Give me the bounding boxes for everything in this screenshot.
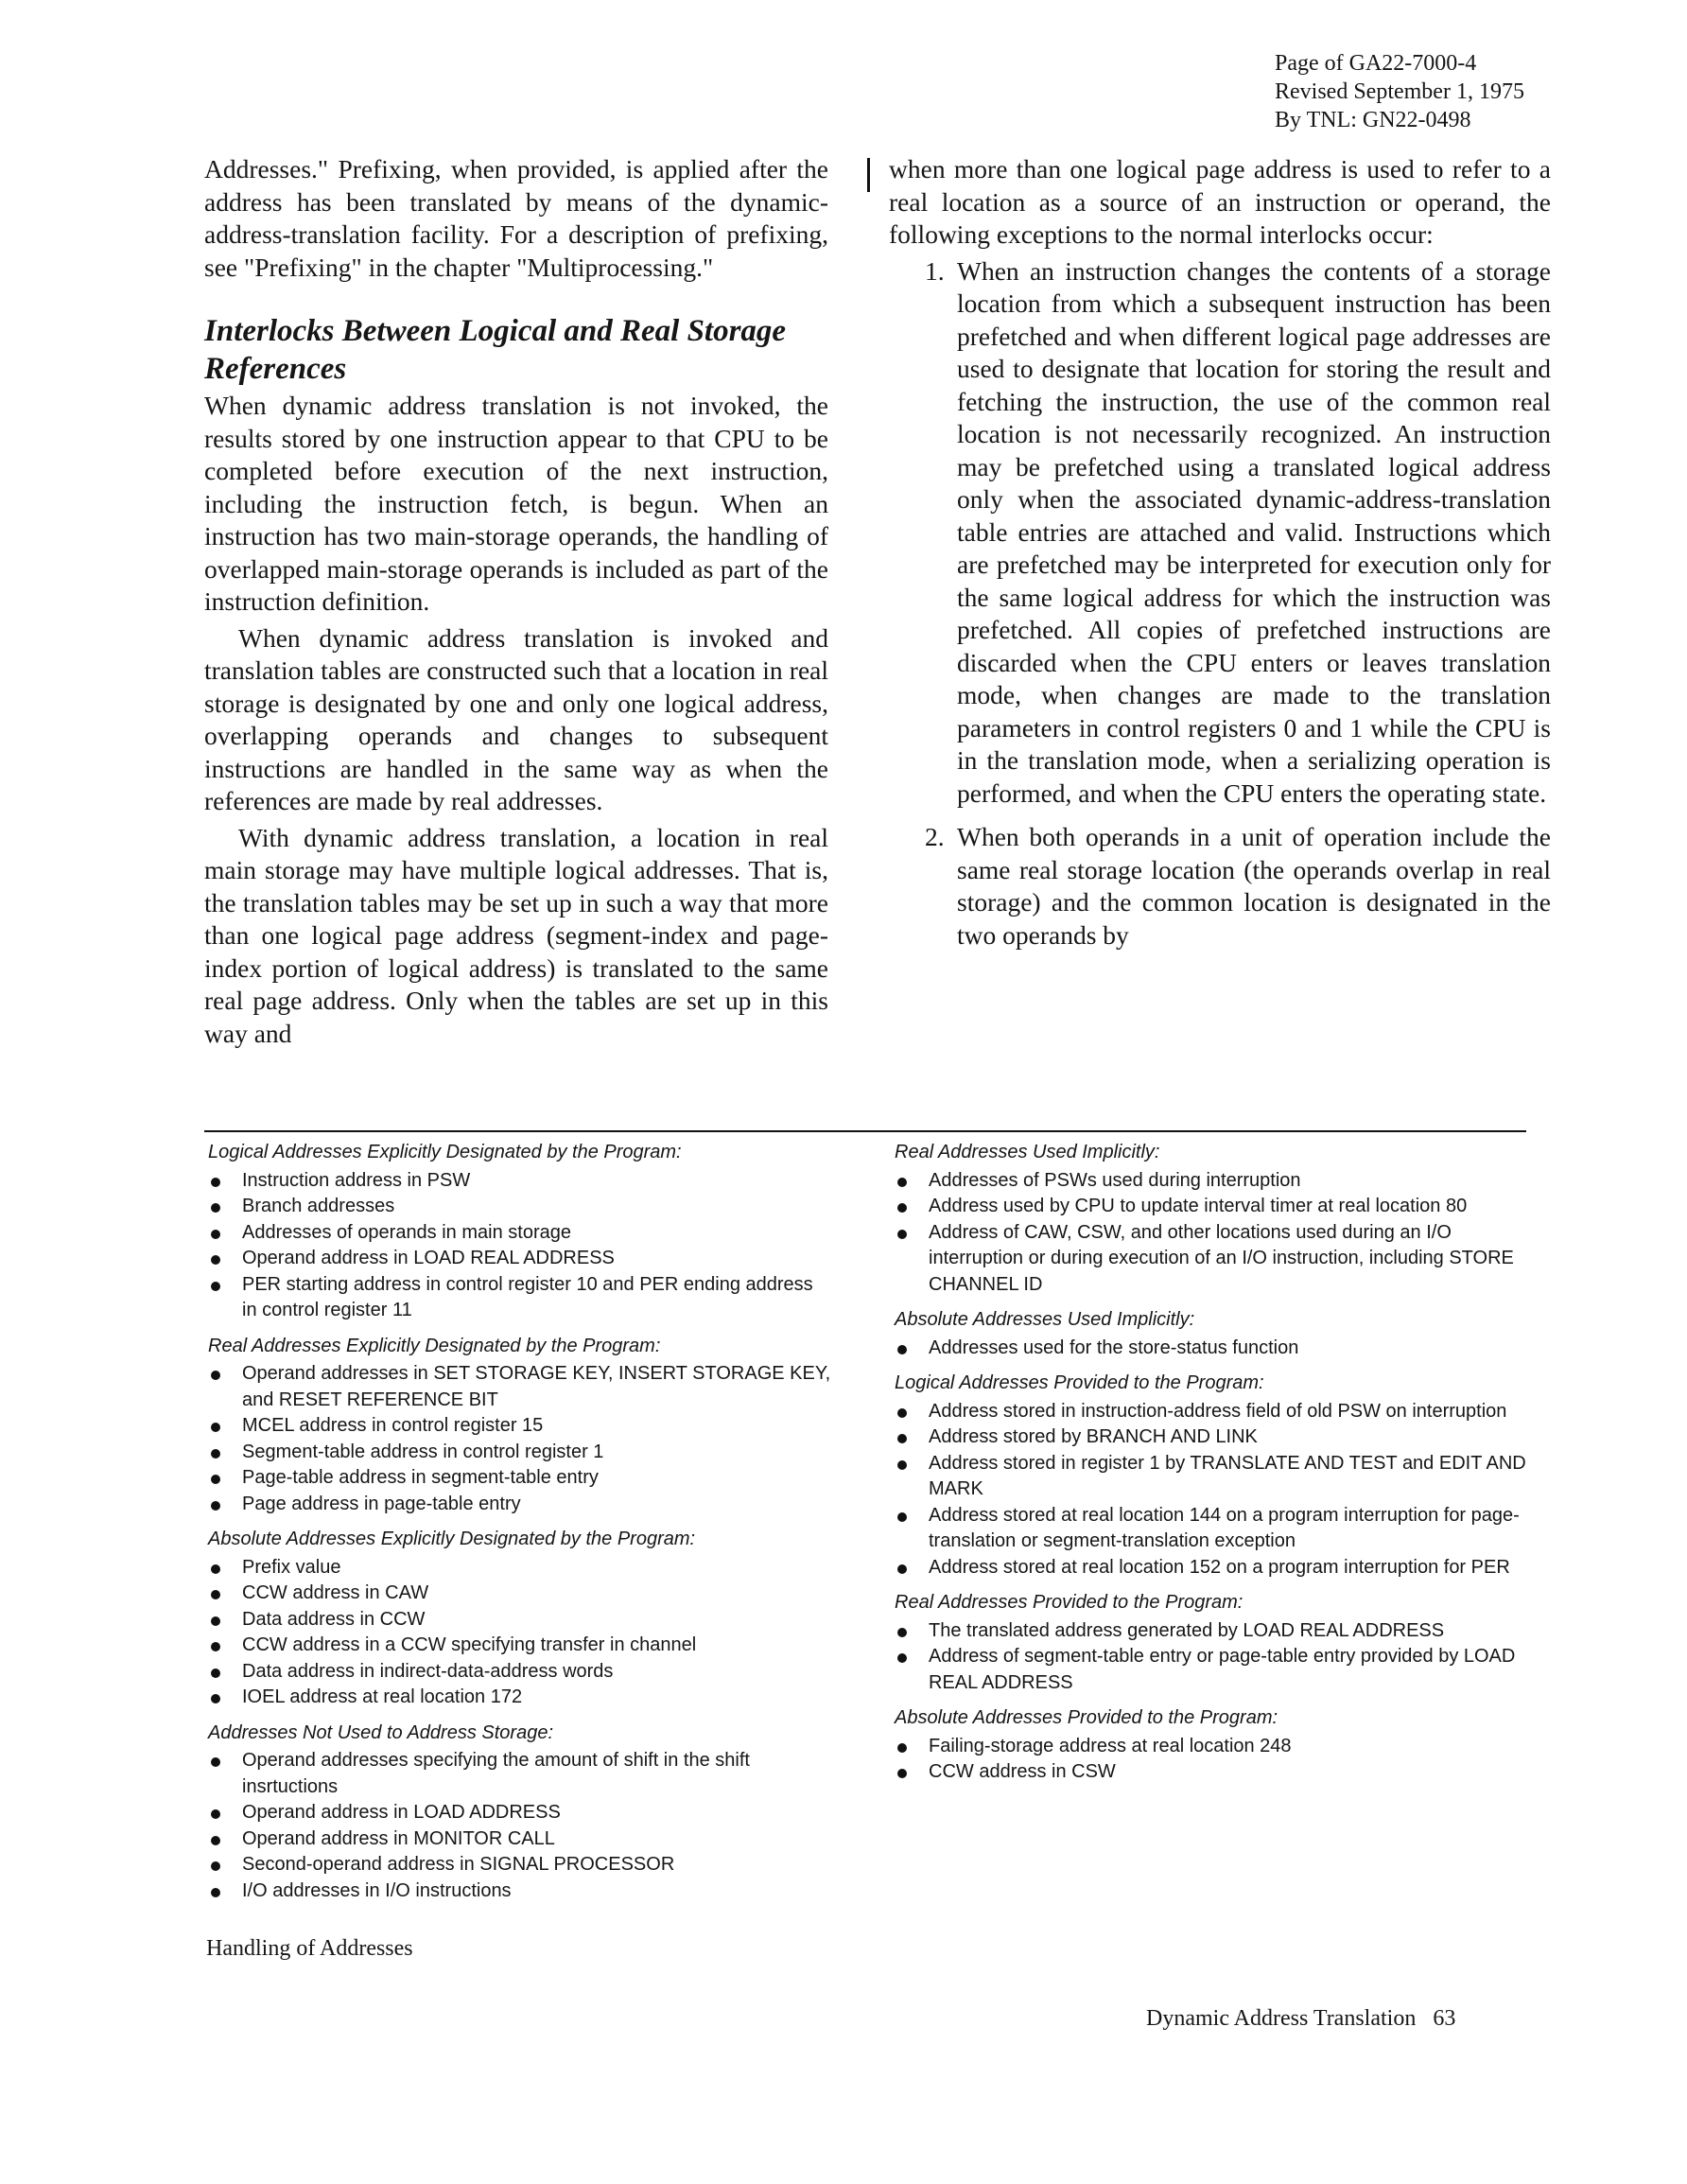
bullet-icon [211,1501,220,1511]
address-list-item [208,1465,832,1492]
address-list-item-text: Page address in page-table entry [242,1493,521,1514]
figure-divider [204,1130,1526,1132]
bullet-icon [897,1345,907,1354]
footer-section-title: Dynamic Address Translation [1146,2006,1417,2031]
bullet-icon [211,1888,220,1897]
address-list-item [895,1168,1538,1195]
bullet-icon [897,1203,907,1213]
address-group [895,1371,1538,1581]
address-group [208,1527,832,1711]
address-list-item-text: Address of CAW, CSW, and other locations used during an I/O interruption or during execution of an I/O instruction, including STORE CHANNEL ID [929,1221,1514,1295]
bullet-icon [211,1590,220,1599]
address-list-item [895,1220,1538,1299]
address-group [208,1334,832,1518]
address-table-right [895,1140,1538,1795]
address-list-item [208,1413,832,1440]
bullet-icon [211,1564,220,1574]
address-list-item-text: Address stored at real location 152 on a program interruption for PER [929,1556,1510,1578]
address-list-item [208,1168,832,1195]
address-list-item-text: I/O addresses in I/O instructions [242,1879,512,1901]
figure-caption: Handling of Addresses [206,1936,413,1961]
address-list-item-text: Address stored in register 1 by TRANSLATE AND TEST and EDIT AND MARK [929,1452,1526,1499]
address-list-item-text: Prefix value [242,1556,341,1578]
address-list-item-text: Operand address in MONITOR CALL [242,1827,555,1849]
address-list-item [208,1272,832,1324]
left-text-column [204,153,828,1050]
list-item-number: 1. [925,255,945,286]
continuation-paragraph: when more than one logical page address is used to refer to a real location as a source of an instruction or operand, the following exceptions to the normal interlocks occur: [889,154,1551,249]
address-list-item [895,1734,1538,1760]
address-list-item [208,1826,832,1853]
bullet-icon [897,1178,907,1187]
bullet-icon [211,1178,220,1187]
address-list-item-text: Operand addresses in SET STORAGE KEY, INSERT STORAGE KEY, and RESET REFERENCE BIT [242,1363,831,1410]
address-group-list [208,1748,832,1904]
address-group-heading: Absolute Addresses Provided to the Program: [895,1707,1278,1728]
address-list-item-text: Operand address in LOAD ADDRESS [242,1802,561,1823]
address-list-item [895,1194,1538,1220]
address-list-item-text: CCW address in CAW [242,1582,429,1603]
address-list-item [208,1748,832,1800]
address-group-heading: Logical Addresses Explicitly Designated by the Program: [208,1142,682,1162]
intro-paragraph: Addresses." Prefixing, when provided, is applied after the address has been translated by means of the dynamic-address-translation facility. For a description of prefixing, see "Prefixing" in the chapter "Multiprocessing." [204,154,828,282]
address-list-item-text: Instruction address in PSW [242,1169,471,1191]
body-paragraph-1: When dynamic address translation is not invoked, the results stored by one instruction appear to that CPU to be completed before execution of the next instruction, including the instruction fetch, is begun. When an instruction has two main-storage operands, the handling of overlapped main-storage operands is included as part of the instruction definition. [204,391,828,616]
address-group-list [208,1361,832,1517]
address-list-item-text: Segment-table address in control register 1 [242,1441,604,1462]
address-list-item [895,1644,1538,1696]
address-list-item [895,1503,1538,1555]
section-heading: Interlocks Between Logical and Real Storage References [204,314,787,386]
address-group-list [895,1734,1538,1786]
address-list-item [895,1424,1538,1451]
page-header [1275,49,1634,134]
address-group [208,1721,832,1905]
header-tnl: By TNL: GN22-0498 [1275,108,1471,132]
body-paragraph-2: When dynamic address translation is invoked and translation tables are constructed such that a location in real storage is designated by one and only one logical address, overlapping operands and changes to subsequent instructions are handled in the same way as when the references are made by real addresses. [204,622,828,815]
bullet-icon [211,1371,220,1380]
bullet-icon [897,1230,907,1239]
address-list-item [208,1685,832,1711]
right-text-column [889,153,1551,963]
address-list-item-text: Failing-storage address at real location 248 [929,1735,1292,1756]
bullet-icon [897,1434,907,1443]
address-group-list [895,1336,1538,1362]
address-list-item [208,1440,832,1466]
bullet-icon [897,1743,907,1753]
bullet-icon [211,1475,220,1484]
header-revision-date: Revised September 1, 1975 [1275,79,1524,104]
bullet-icon [897,1460,907,1470]
bullet-icon [211,1203,220,1213]
address-list-item [208,1800,832,1826]
address-list-item [208,1555,832,1581]
bullet-icon [897,1512,907,1522]
address-group-heading: Addresses Not Used to Address Storage: [208,1721,553,1743]
address-list-item-text: Page-table address in segment-table entry [242,1467,599,1488]
bullet-icon [897,1408,907,1418]
address-list-item-text: The translated address generated by LOAD REAL ADDRESS [929,1619,1445,1641]
bullet-icon [211,1694,220,1704]
address-list-item-text: CCW address in a CCW specifying transfer in channel [242,1634,697,1655]
address-list-item-text: Address of segment-table entry or page-table entry provided by LOAD REAL ADDRESS [929,1646,1516,1693]
address-list-item [208,1633,832,1659]
bullet-icon [211,1836,220,1845]
address-group-heading: Real Addresses Used Implicitly: [895,1142,1160,1162]
exceptions-list [889,255,1551,952]
address-list-item-text: Addresses of PSWs used during interruption [929,1169,1301,1191]
address-list-item [208,1659,832,1686]
address-list-item-text: Operand addresses specifying the amount of shift in the shift insrtuctions [242,1750,750,1797]
list-item [889,255,1551,811]
bullet-icon [211,1282,220,1291]
address-list-item [208,1581,832,1607]
bullet-icon [211,1255,220,1265]
address-group-list [895,1618,1538,1697]
bullet-icon [211,1809,220,1819]
address-list-item-text: Addresses used for the store-status function [929,1337,1299,1358]
bullet-icon [897,1564,907,1574]
address-group-list [208,1555,832,1711]
address-list-item-text: Address stored at real location 144 on a program interruption for page-translation or segment-translation exception [929,1504,1520,1551]
bullet-icon [211,1642,220,1651]
address-list-item [208,1220,832,1247]
address-list-item [895,1759,1538,1786]
address-list-item [208,1878,832,1905]
address-list-item [208,1852,832,1878]
address-list-item-text: CCW address in CSW [929,1761,1116,1782]
address-list-item-text: PER starting address in control register 10 and PER ending address in control register 11 [242,1273,813,1320]
address-list-item [895,1555,1538,1581]
address-list-item-text: Data address in indirect-data-address words [242,1660,614,1682]
list-item-text: When both operands in a unit of operation include the same real storage location (the operands overlap in real storage) and the common location is designated in the two operands by [957,822,1551,950]
address-list-item [208,1607,832,1634]
bullet-icon [211,1669,220,1678]
bullet-icon [897,1653,907,1663]
address-list-item-text: Address stored by BRANCH AND LINK [929,1426,1258,1447]
address-list-item-text: MCEL address in control register 15 [242,1415,544,1436]
header-form-number: Page of GA22-7000-4 [1275,51,1477,76]
address-list-item-text: Data address in CCW [242,1608,426,1630]
address-group [895,1705,1538,1786]
bullet-icon [211,1861,220,1871]
bullet-icon [211,1616,220,1626]
revision-change-bar [867,158,870,192]
bullet-icon [897,1769,907,1778]
address-list-item-text: Address stored in instruction-address field of old PSW on interruption [929,1400,1507,1422]
bullet-icon [897,1628,907,1637]
page-footer [1146,2006,1455,2032]
address-list-item [895,1451,1538,1503]
address-list-item [208,1246,832,1272]
address-group-heading: Logical Addresses Provided to the Program: [895,1372,1264,1393]
address-list-item [208,1361,832,1413]
address-group-list [895,1399,1538,1581]
address-list-item [208,1492,832,1518]
address-list-item-text: Second-operand address in SIGNAL PROCESSOR [242,1854,675,1875]
list-item-text: When an instruction changes the contents of a storage location from which a subsequent instruction has been prefetched and when different logical page addresses are used to designate that location for storing the result and fetching the instruction, the use of the common real location is not necessarily recognized. An instruction may be prefetched using a translated logical address only when the associated dynamic-address-translation table entries are attached and valid. Instructions which are prefetched may be interpreted for execution only for the same logical address for which the instruction was prefetched. All copies of prefetched instructions are discarded when the CPU enters or leaves translation mode, when changes are made to the translation parameters in control registers 0 and 1 while the CPU is in the translation mode, when a serializing operation is performed, and when the CPU enters the operating state. [957,255,1551,808]
address-group [895,1140,1538,1298]
address-group [895,1307,1538,1361]
address-list-item [208,1194,832,1220]
address-list-item [895,1399,1538,1425]
address-group [208,1140,832,1324]
address-group-heading: Absolute Addresses Explicitly Designated by the Program: [208,1529,696,1549]
list-item [889,821,1551,952]
address-list-item-text: Addresses of operands in main storage [242,1221,571,1243]
address-table-left [208,1140,832,1913]
address-list-item [895,1336,1538,1362]
address-list-item-text: Address used by CPU to update interval timer at real location 80 [929,1196,1468,1216]
address-group-heading: Real Addresses Explicitly Designated by the Program: [208,1335,661,1356]
bullet-icon [211,1757,220,1767]
address-group-list [208,1168,832,1324]
address-group-list [895,1168,1538,1299]
list-item-number: 2. [925,822,945,851]
address-list-item-text: Operand address in LOAD REAL ADDRESS [242,1248,615,1268]
address-group-heading: Real Addresses Provided to the Program: [895,1592,1244,1613]
bullet-icon [211,1423,220,1432]
address-list-item [895,1618,1538,1645]
bullet-icon [211,1230,220,1239]
bullet-icon [211,1449,220,1459]
page-number: 63 [1433,2006,1456,2031]
address-group-heading: Absolute Addresses Used Implicitly: [895,1309,1195,1330]
address-list-item-text: Branch addresses [242,1196,395,1216]
address-group [895,1590,1538,1696]
address-list-item-text: IOEL address at real location 172 [242,1686,523,1707]
body-paragraph-3: With dynamic address translation, a location in real main storage may have multiple logical addresses. That is, the translation tables may be set up in such a way that more than one logical page address (segment-index and page-index portion of logical address) is translated to the same real page address. Only when the tables are set up in this way and [204,822,828,1048]
